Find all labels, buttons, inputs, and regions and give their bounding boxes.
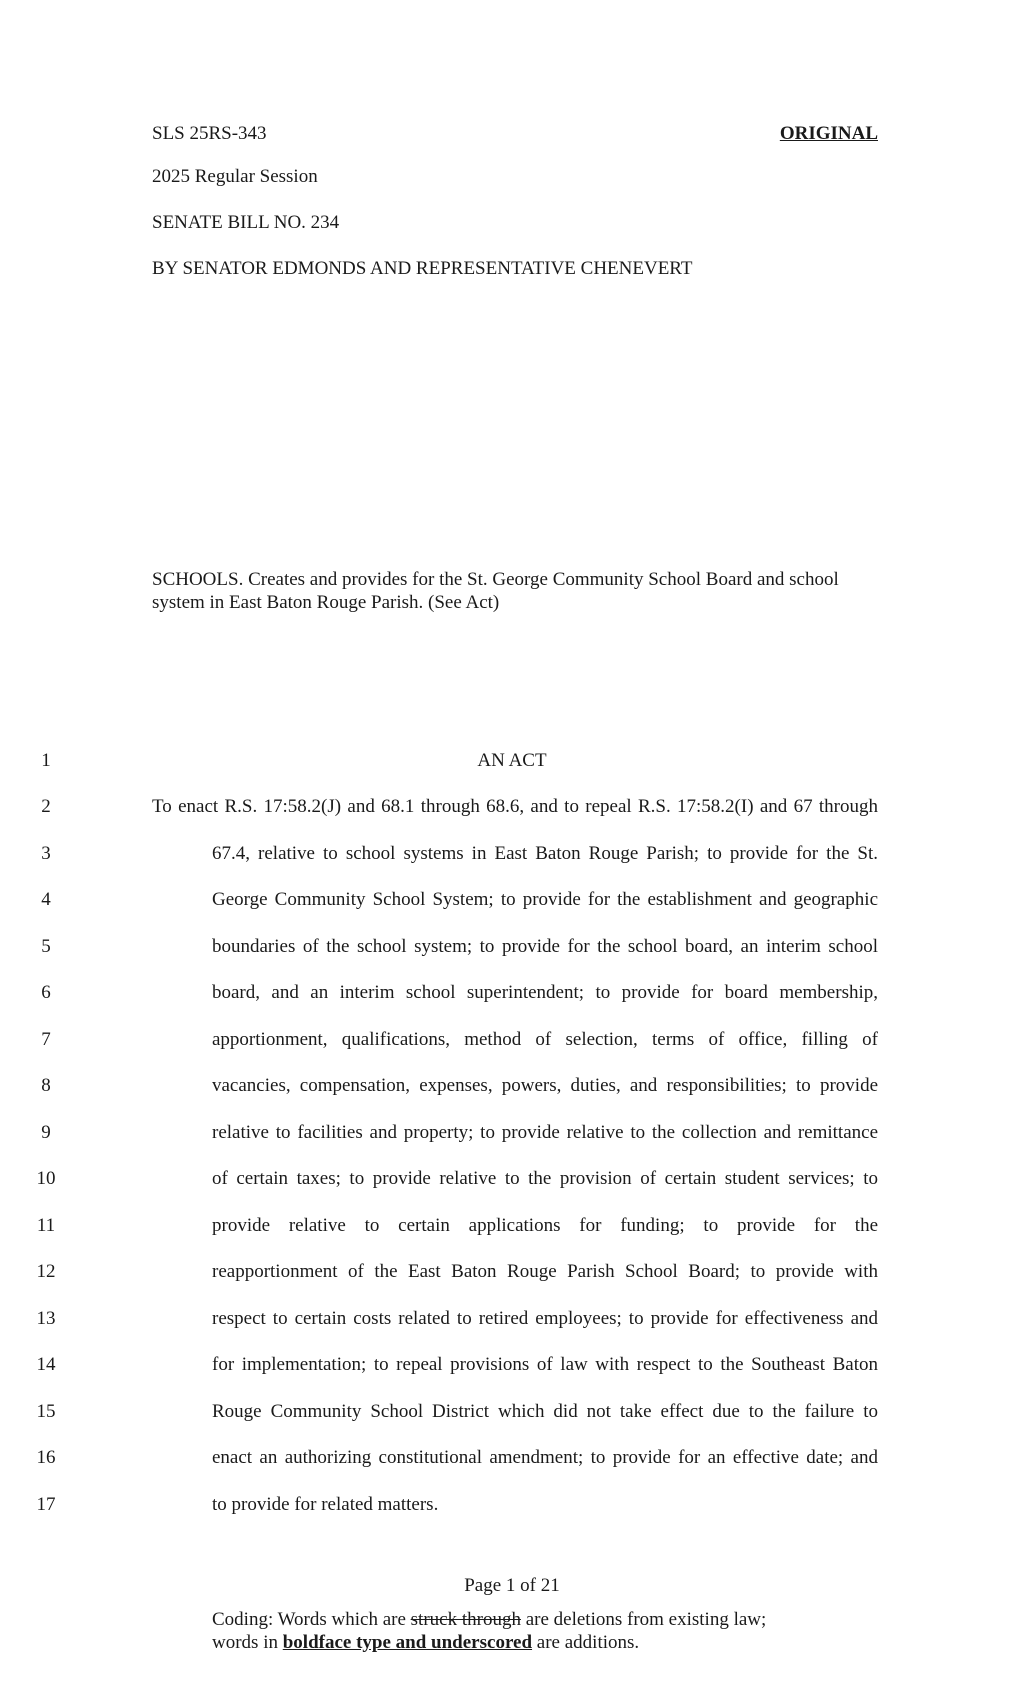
line-number: 7	[41, 1029, 51, 1050]
document-id: SLS 25RS-343	[152, 123, 267, 144]
line-number: 1	[41, 750, 51, 771]
bill-sponsors: BY SENATOR EDMONDS AND REPRESENTATIVE CHENEVERT	[152, 258, 693, 279]
coding-legend	[212, 1608, 766, 1654]
act-line: relative to facilities and property; to provide relative to the collection and remittance	[212, 1122, 878, 1143]
line-number: 12	[36, 1261, 56, 1282]
act-line: reapportionment of the East Baton Rouge Parish School Board; to provide with	[212, 1261, 878, 1282]
line-number: 2	[41, 796, 51, 817]
coding-text: Coding: Words which are	[212, 1609, 411, 1630]
act-line: boundaries of the school system; to provide for the school board, an interim school	[212, 936, 878, 957]
line-number: 16	[36, 1447, 56, 1468]
line-number: 6	[41, 982, 51, 1003]
act-line: board, and an interim school superintendent; to provide for board membership,	[212, 982, 878, 1003]
line-number: 3	[41, 843, 51, 864]
act-line: enact an authorizing constitutional amendment; to provide for an effective date; and	[212, 1447, 878, 1468]
line-number: 5	[41, 936, 51, 957]
line-number: 9	[41, 1122, 51, 1143]
coding-line-2	[212, 1631, 766, 1654]
act-line: of certain taxes; to provide relative to the provision of certain student services; to	[212, 1168, 878, 1189]
line-number: 8	[41, 1075, 51, 1096]
line-number: 4	[41, 889, 51, 910]
act-line: To enact R.S. 17:58.2(J) and 68.1 through 68.6, and to repeal R.S. 17:58.2(I) and 67 through	[152, 796, 878, 817]
act-line: respect to certain costs related to retired employees; to provide for effectiveness and	[212, 1308, 878, 1329]
line-number: 11	[36, 1215, 56, 1236]
act-line: to provide for related matters.	[212, 1494, 439, 1515]
page-number: Page 1 of 21	[464, 1575, 560, 1596]
line-number: 17	[36, 1494, 56, 1515]
act-line: 67.4, relative to school systems in East Baton Rouge Parish; to provide for the St.	[212, 843, 878, 864]
act-line: provide relative to certain applications for funding; to provide for the	[212, 1215, 878, 1236]
coding-text: are deletions from existing law;	[520, 1609, 767, 1630]
coding-line-1	[212, 1608, 766, 1631]
line-number: 15	[36, 1401, 56, 1422]
boldface-underscored-sample: boldface type and underscored	[282, 1632, 533, 1653]
session-label: 2025 Regular Session	[152, 166, 318, 187]
act-line: George Community School System; to provide for the establishment and geographic	[212, 889, 878, 910]
act-title: AN ACT	[477, 750, 547, 771]
struck-through-sample: struck through	[410, 1609, 521, 1630]
line-number: 13	[36, 1308, 56, 1329]
line-number: 14	[36, 1354, 56, 1375]
act-line: Rouge Community School District which did not take effect due to the failure to	[212, 1401, 878, 1422]
version-label: ORIGINAL	[779, 123, 878, 144]
bill-digest: SCHOOLS. Creates and provides for the St. George Community School Board and school system in East Baton Rouge Parish. (See Act)	[152, 569, 839, 613]
coding-text: are additions.	[532, 1632, 640, 1653]
act-line: apportionment, qualifications, method of selection, terms of office, filling of	[212, 1029, 878, 1050]
line-number: 10	[36, 1168, 56, 1189]
act-line: for implementation; to repeal provisions of law with respect to the Southeast Baton	[212, 1354, 878, 1375]
bill-number: SENATE BILL NO. 234	[152, 212, 340, 233]
coding-text: words in	[212, 1632, 283, 1653]
act-line: vacancies, compensation, expenses, powers, duties, and responsibilities; to provide	[212, 1075, 878, 1096]
